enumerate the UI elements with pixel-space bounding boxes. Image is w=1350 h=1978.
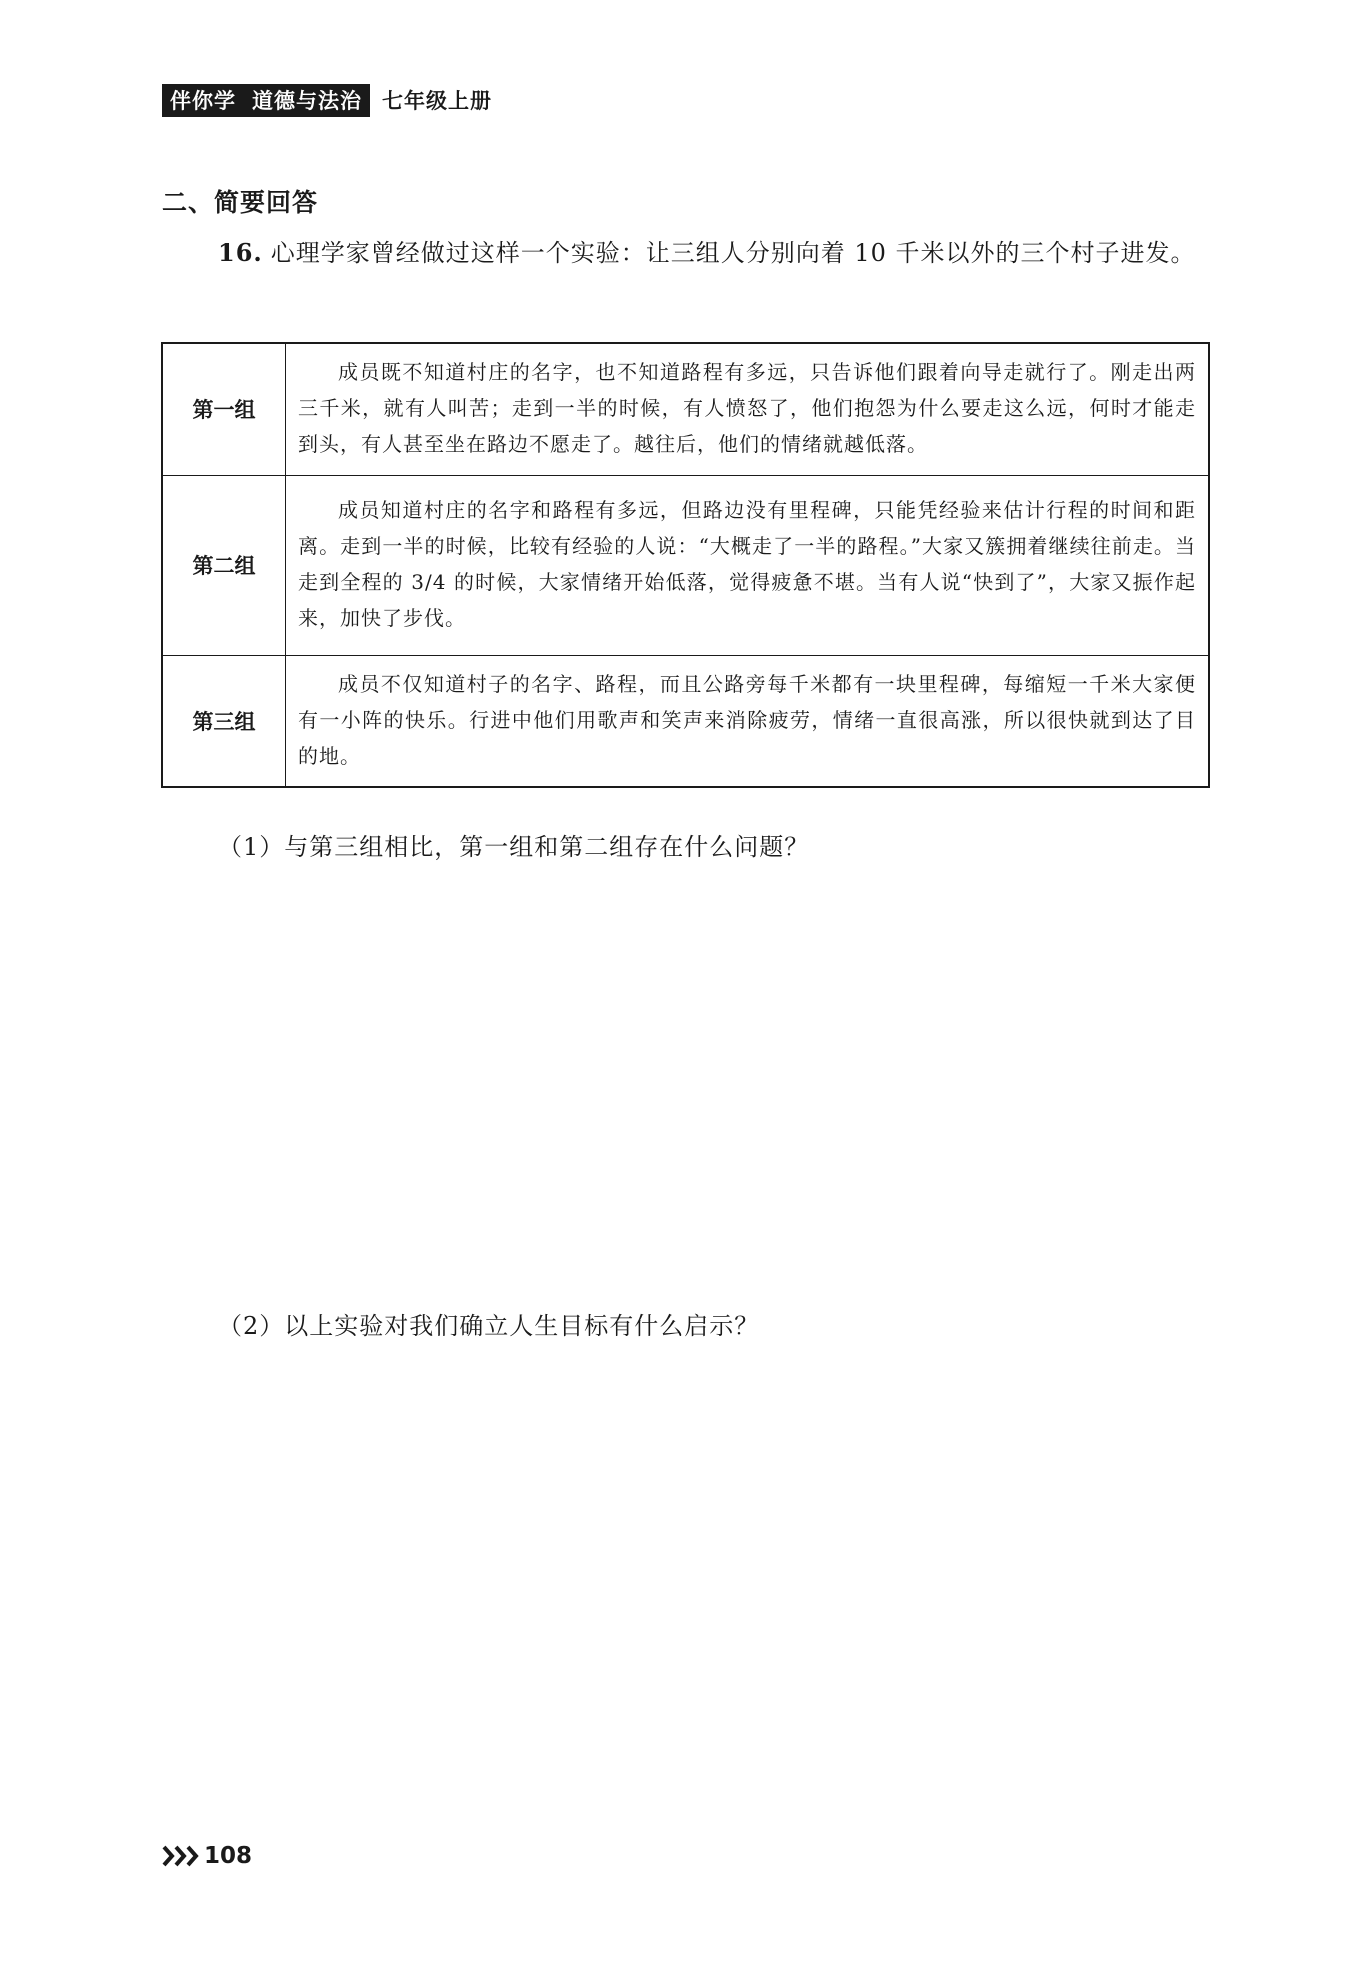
section-title: 二、简要回答 bbox=[162, 188, 319, 217]
group-label: 第三组 bbox=[162, 655, 286, 787]
header-series-badge bbox=[162, 84, 370, 117]
header-grade: 七年级上册 bbox=[382, 88, 492, 113]
header-series: 伴你学 bbox=[170, 88, 236, 113]
table-row bbox=[162, 343, 1209, 475]
group-description: 成员既不知道村庄的名字，也不知道路程有多远，只告诉他们跟着向导走就行了。刚走出两三千米，就有人叫苦；走到一半的时候，有人愤怒了，他们抱怨为什么要走这么远，何时才能走到头，有人甚至坐在路边不愿走了。越往后，他们的情绪就越低落。 bbox=[286, 343, 1210, 475]
group-description: 成员不仅知道村子的名字、路程，而且公路旁每千米都有一块里程碑，每缩短一千米大家便有一小阵的快乐。行进中他们用歌声和笑声来消除疲劳，情绪一直很高涨，所以很快就到达了目的地。 bbox=[286, 655, 1210, 787]
triple-chevron-right-icon bbox=[162, 1844, 202, 1868]
question-text: 心理学家曾经做过这样一个实验：让三组人分别向着 10 千米以外的三个村子进发。 bbox=[270, 239, 1196, 267]
sub-question-1: （1）与第三组相比，第一组和第二组存在什么问题？ bbox=[218, 833, 810, 861]
page-footer bbox=[162, 1843, 252, 1869]
table-row bbox=[162, 475, 1209, 655]
question-number: 16. bbox=[218, 238, 263, 267]
sub-question-2: （2）以上实验对我们确立人生目标有什么启示？ bbox=[218, 1312, 760, 1340]
table-row bbox=[162, 655, 1209, 787]
question-16 bbox=[162, 228, 1212, 278]
page-header bbox=[162, 86, 492, 114]
group-description: 成员知道村庄的名字和路程有多远，但路边没有里程碑，只能凭经验来估计行程的时间和距离。走到一半的时候，比较有经验的人说：“大概走了一半的路程。”大家又簇拥着继续往前走。当走到全程的 3/4 的时候，大家情绪开始低落，觉得疲惫不堪。当有人说“快到了”，大家又振作起来，加快了步伐。 bbox=[286, 475, 1210, 655]
experiment-table bbox=[161, 342, 1210, 788]
group-label: 第一组 bbox=[162, 343, 286, 475]
page-number: 108 bbox=[204, 1843, 253, 1869]
group-label: 第二组 bbox=[162, 475, 286, 655]
header-subject: 道德与法治 bbox=[252, 88, 362, 113]
